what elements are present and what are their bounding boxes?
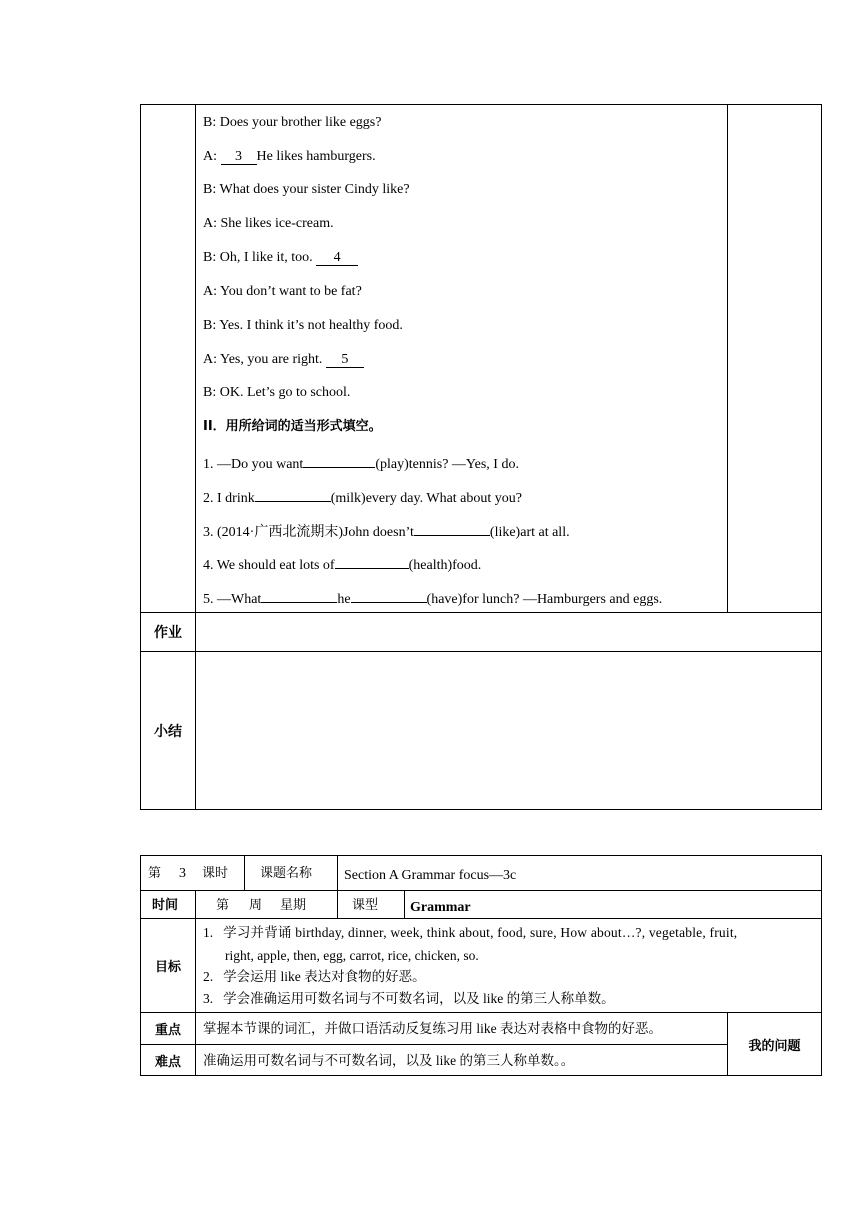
answer-blank (351, 587, 427, 603)
question-5: 5. —What he (have)for lunch? —Hamburgers and eggs. (203, 587, 662, 609)
time-label: 时间 (152, 898, 179, 913)
question-2: 2. I drink (milk)every day. What about you? (203, 486, 522, 508)
type-label: 课型 (352, 898, 379, 913)
key-text: 掌握本节课的词汇，并做口语活动反复练习用 like 表达对表格中食物的好恶。 (203, 1021, 662, 1036)
lesson-number: 第 3 课时 (148, 866, 229, 881)
question-3: 3. (2014·广西北流期末)John doesn’t (like)art at all. (203, 520, 570, 542)
type-value: Grammar (410, 900, 471, 915)
goal-1: 1. 学习并背诵 birthday, dinner, week, think about, food, sure, How about…?, vegetable, fruit, (203, 925, 738, 940)
answer-blank (335, 553, 409, 569)
my-question-label: 我的问题 (748, 1038, 801, 1054)
week-field: 第 周 星期 (216, 898, 307, 913)
goal-1-continued: right, apple, then, egg, carrot, rice, chicken, so. (225, 948, 479, 963)
hard-text: 准确运用可数名词与不可数名词，以及 like 的第三人称单数。。 (203, 1053, 575, 1068)
topic-label: 课题名称 (260, 866, 313, 881)
goal-label: 目标 (154, 960, 181, 975)
key-label: 重点 (154, 1023, 181, 1038)
answer-blank (255, 486, 331, 502)
dialogue-line-5: B: Oh, I like it, too. 4 (203, 249, 358, 267)
blank-3: 3 (221, 149, 257, 165)
blank-4: 4 (316, 250, 358, 266)
blank-5: 5 (326, 352, 364, 368)
hard-label: 难点 (154, 1054, 181, 1070)
dialogue-line-8: A: Yes, you are right. 5 (203, 351, 364, 369)
answer-blank (261, 587, 337, 603)
dialogue-line-7: B: Yes. I think it’s not healthy food. (203, 318, 403, 333)
answer-blank (414, 520, 490, 536)
dialogue-line-3: B: What does your sister Cindy like? (203, 182, 410, 197)
dialogue-line-4: A: She likes ice-cream. (203, 216, 334, 231)
dialogue-line-6: A: You don’t want to be fat? (203, 284, 362, 299)
dialogue-line-9: B: OK. Let’s go to school. (203, 385, 351, 400)
answer-blank (303, 452, 375, 468)
question-1: 1. —Do you want (play)tennis? —Yes, I do. (203, 452, 519, 474)
homework-label: 作业 (154, 625, 182, 641)
section-2-title: II．用所给词的适当形式填空。 (203, 419, 382, 434)
dialogue-line-1: B: Does your brother like eggs? (203, 115, 382, 130)
question-4: 4. We should eat lots of (health)food. (203, 553, 481, 575)
topic-value: Section A Grammar focus—3c (344, 868, 517, 883)
dialogue-line-2: A: 3 He likes hamburgers. (203, 149, 376, 164)
summary-label: 小结 (154, 723, 182, 740)
goal-3: 3. 学会准确运用可数名词与不可数名词，以及 like 的第三人称单数。 (203, 991, 615, 1006)
goal-2: 2. 学会运用 like 表达对食物的好恶。 (203, 969, 426, 984)
